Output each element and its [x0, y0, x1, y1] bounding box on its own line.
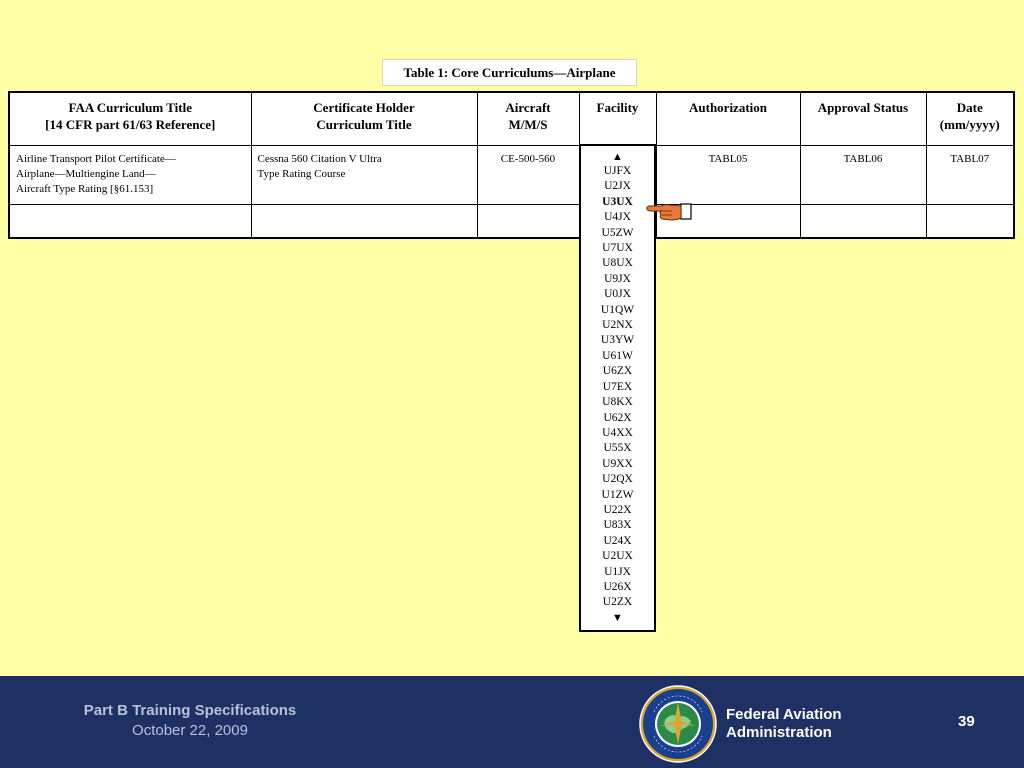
facility-option[interactable]: U7UX — [602, 242, 633, 255]
facility-option[interactable]: U22X — [603, 503, 632, 516]
facility-option[interactable]: U26X — [603, 580, 632, 593]
cell-faa-title: Airline Transport Pilot Certificate— Airplane—Multiengine Land— Aircraft Type Rating [§61.153] — [9, 146, 251, 205]
footer-date: October 22, 2009 — [132, 722, 248, 739]
facility-option[interactable]: U2NX — [602, 319, 633, 332]
table-caption: Table 1: Core Curriculums—Airplane — [382, 59, 637, 86]
header-facility: Facility — [579, 92, 656, 146]
facility-option[interactable]: U6ZX — [602, 365, 633, 378]
facility-option[interactable]: U0JX — [604, 288, 631, 301]
facility-option[interactable]: U83X — [603, 519, 632, 532]
header-faa-title: FAA Curriculum Title [14 CFR part 61/63 Reference] — [9, 92, 251, 146]
facility-option[interactable]: U1JX — [604, 565, 631, 578]
header-approval-status: Approval Status — [800, 92, 926, 146]
facility-option[interactable]: U8UX — [602, 257, 633, 270]
facility-option[interactable]: UJFX — [603, 165, 632, 177]
faa-seal-logo — [638, 684, 718, 764]
agency-name: Federal Aviation Administration — [726, 706, 842, 741]
footer-title: Part B Training Specifications — [83, 702, 297, 719]
pointing-hand-icon — [645, 199, 695, 225]
facility-option[interactable]: U8KX — [602, 396, 633, 409]
empty-cell[interactable] — [926, 205, 1014, 239]
table-header-row — [9, 92, 1014, 146]
facility-option[interactable]: U4XX — [602, 426, 633, 439]
cell-authorization[interactable]: TABL05 — [656, 146, 800, 205]
header-aircraft: Aircraft M/M/S — [477, 92, 579, 146]
table-row-empty — [9, 205, 1014, 239]
facility-option[interactable]: U24X — [603, 534, 632, 547]
header-authorization: Authorization — [656, 92, 800, 146]
facility-option[interactable]: U5ZW — [601, 226, 634, 239]
cell-aircraft[interactable]: CE-500-560 — [477, 146, 579, 205]
facility-option[interactable]: U1ZW — [601, 488, 634, 501]
empty-cell[interactable] — [800, 205, 926, 239]
cell-date[interactable]: TABL07 — [926, 146, 1014, 205]
page-number: 39 — [958, 713, 975, 730]
scroll-down-arrow-icon[interactable]: ▼ — [612, 611, 623, 624]
facility-option[interactable]: U55X — [603, 442, 632, 455]
core-curriculums-table — [8, 91, 1015, 239]
facility-option[interactable]: U62X — [603, 411, 632, 424]
facility-option[interactable]: U7EX — [602, 380, 633, 393]
empty-cell[interactable] — [251, 205, 477, 239]
facility-option[interactable]: U2UX — [602, 550, 633, 563]
facility-option[interactable]: U61W — [602, 349, 633, 362]
facility-option[interactable]: U2JX — [604, 180, 631, 193]
facility-option-selected[interactable]: U3UX — [602, 195, 633, 208]
facility-option[interactable]: U2QX — [602, 473, 633, 486]
facility-option[interactable]: U1QW — [600, 303, 635, 316]
scroll-up-arrow-icon[interactable]: ▲ — [612, 151, 623, 163]
facility-option[interactable]: U4JX — [604, 211, 631, 224]
empty-cell[interactable] — [477, 205, 579, 239]
cell-approval-status[interactable]: TABL06 — [800, 146, 926, 205]
empty-cell[interactable] — [9, 205, 251, 239]
facility-option[interactable]: U2ZX — [602, 596, 633, 609]
cell-holder-title[interactable]: Cessna 560 Citation V Ultra Type Rating Course — [251, 146, 477, 205]
header-date: Date (mm/yyyy) — [926, 92, 1014, 146]
facility-option[interactable]: U9XX — [602, 457, 633, 470]
facility-option[interactable]: U3YW — [600, 334, 635, 347]
header-holder-title: Certificate Holder Curriculum Title — [251, 92, 477, 146]
table-row — [9, 146, 1014, 205]
facility-option[interactable]: U9JX — [604, 272, 631, 285]
